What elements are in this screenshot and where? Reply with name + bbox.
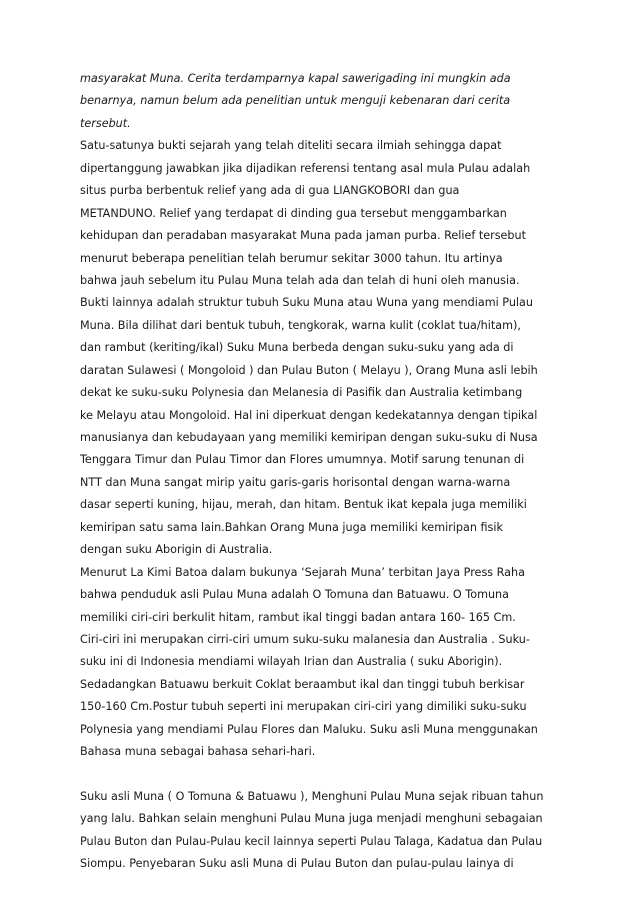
paragraph-4 <box>80 562 570 764</box>
paragraph-3 <box>80 292 570 561</box>
text-line: bahwa penduduk asli Pulau Muna adalah O Tomuna dan Batuawu. O Tomuna <box>80 588 509 602</box>
text-line: 150-160 Cm.Postur tubuh seperti ini merupakan ciri-ciri yang dimiliki suku-suku <box>80 700 527 714</box>
text-line: yang lalu. Bahkan selain menghuni Pulau Muna juga menjadi menghuni sebagaian <box>80 812 543 826</box>
text-line: dengan suku Aborigin di Australia. <box>80 543 273 557</box>
text-line: Bahasa muna sebagai bahasa sehari-hari. <box>80 745 316 759</box>
text-line: dekat ke suku-suku Polynesia dan Melanesia di Pasifik dan Australia ketimbang <box>80 386 523 400</box>
text-line: memiliki ciri-ciri berkulit hitam, rambut ikal tinggi badan antara 160- 165 Cm. <box>80 610 516 624</box>
text-line: Ciri-ciri ini merupakan cirri-ciri umum suku-suku malanesia dan Australia . Suku- <box>80 632 530 646</box>
text-line: Polynesia yang mendiami Pulau Flores dan Maluku. Suku asli Muna menggunakan <box>80 722 538 736</box>
text-line: daratan Sulawesi ( Mongoloid ) dan Pulau Buton ( Melayu ), Orang Muna asli lebih <box>80 363 538 377</box>
text-line: Siompu. Penyebaran Suku asli Muna di Pulau Buton dan pulau-pulau lainya di <box>80 857 514 871</box>
text-line: METANDUNO. Relief yang terdapat di dinding gua tersebut menggambarkan <box>80 206 507 220</box>
text-line: masyarakat Muna. Cerita terdamparnya kapal sawerigading ini mungkin ada <box>80 72 511 85</box>
text-line: suku ini di Indonesia mendiami wilayah Irian dan Australia ( suku Aborigin). <box>80 655 503 669</box>
text-line: menurut beberapa penelitian telah berumur sekitar 3000 tahun. Itu artinya <box>80 251 503 265</box>
text-line: benarnya, namun belum ada penelitian untuk menguji kebenaran dari cerita <box>80 94 511 108</box>
text-line: dasar seperti kuning, hijau, merah, dan hitam. Bentuk ikat kepala juga memiliki <box>80 498 527 512</box>
text-line: Bukti lainnya adalah struktur tubuh Suku Muna atau Wuna yang mendiami Pulau <box>80 296 533 310</box>
text-line: bahwa jauh sebelum itu Pulau Muna telah ada dan telah di huni oleh manusia. <box>80 273 520 287</box>
text-line: NTT dan Muna sangat mirip yaitu garis-garis horisontal dengan warna-warna <box>80 475 511 489</box>
paragraph-5 <box>80 786 570 876</box>
text-line: dan rambut (keriting/ikal) Suku Muna berbeda dengan suku-suku yang ada di <box>80 341 514 355</box>
text-line: Tenggara Timur dan Pulau Timor dan Flores umumnya. Motif sarung tenunan di <box>80 453 525 467</box>
paragraph-1 <box>80 68 570 135</box>
text-line: kehidupan dan peradaban masyarakat Muna pada jaman purba. Relief tersebut <box>80 229 527 243</box>
text-line: dipertanggung jawabkan jika dijadikan referensi tentang asal mula Pulau adalah <box>80 161 531 175</box>
text-line: Satu-satunya bukti sejarah yang telah diteliti secara ilmiah sehingga dapat <box>80 139 502 153</box>
text-line: manusianya dan kebudayaan yang memiliki kemiripan dengan suku-suku di Nusa <box>80 431 538 444</box>
text-line: situs purba berbentuk relief yang ada di gua LIANGKOBORI dan gua <box>80 184 460 198</box>
text-line: kemiripan satu sama lain.Bahkan Orang Muna juga memiliki kemiripan fisik <box>80 520 503 534</box>
paragraph-2 <box>80 135 570 292</box>
text-line: ke Melayu atau Mongoloid. Hal ini diperkuat dengan kedekatannya dengan tipikal <box>80 408 538 422</box>
text-line: Muna. Bila dilihat dari bentuk tubuh, tengkorak, warna kulit (coklat tua/hitam), <box>80 318 521 332</box>
document-page <box>80 68 570 876</box>
paragraph-spacer <box>80 764 570 786</box>
text-line: Pulau Buton dan Pulau-Pulau kecil lainnya seperti Pulau Talaga, Kadatua dan Pulau <box>80 834 543 848</box>
text-line: Menurut La Kimi Batoa dalam bukunya ‘Sejarah Muna’ terbitan Jaya Press Raha <box>80 565 525 579</box>
text-line: tersebut. <box>80 116 131 130</box>
text-line: Sedadangkan Batuawu berkuit Coklat beraambut ikal dan tinggi tubuh berkisar <box>80 677 525 691</box>
text-line: Suku asli Muna ( O Tomuna & Batuawu ), Menghuni Pulau Muna sejak ribuan tahun <box>80 790 544 803</box>
